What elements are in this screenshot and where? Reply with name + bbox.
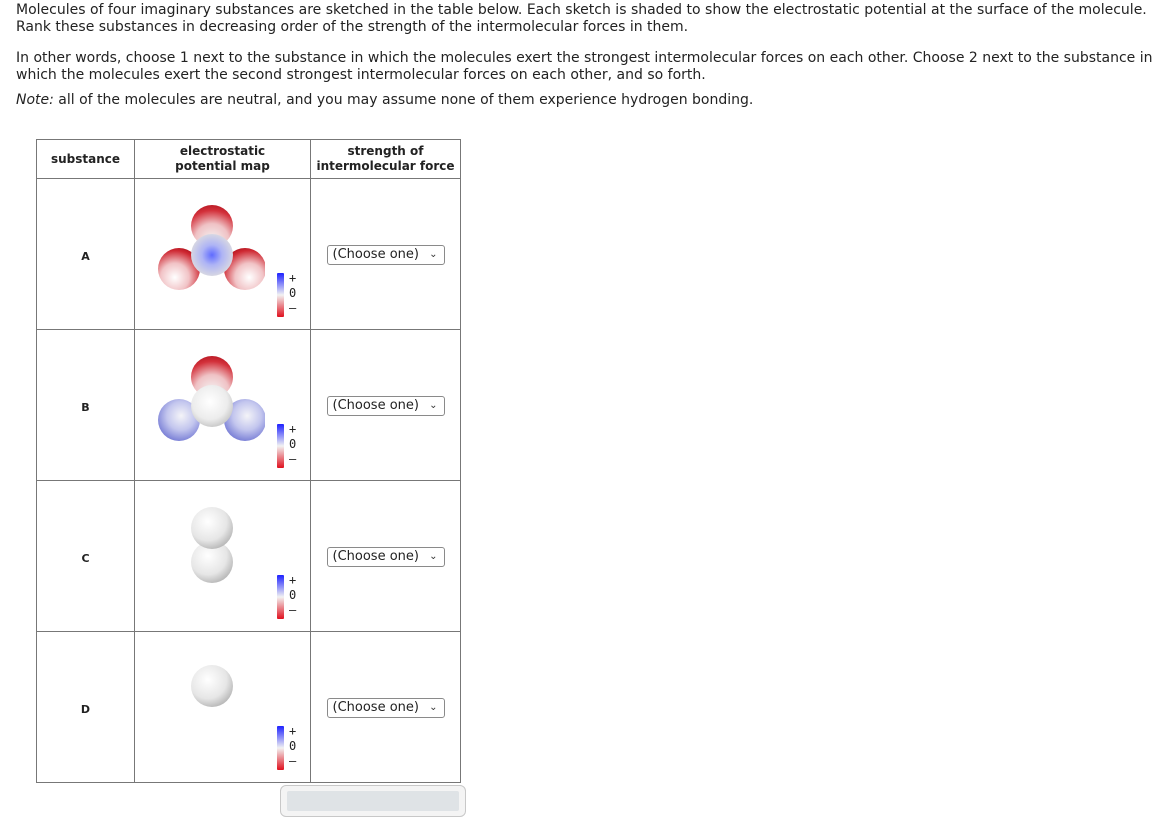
map-cell (135, 481, 311, 632)
substance-letter: A (81, 249, 90, 263)
scale-minus: – (289, 452, 297, 466)
scale-minus: – (289, 754, 297, 768)
chevron-down-icon: ⌄ (429, 551, 438, 562)
table-header-row (37, 140, 461, 179)
note-label: Note: (16, 92, 54, 108)
map-cell (135, 632, 311, 783)
substance-cell (37, 179, 135, 330)
header-strength (311, 140, 461, 179)
header-substance (37, 140, 135, 179)
scale-zero: 0 (289, 588, 297, 602)
note-text: all of the molecules are neutral, and you may assume none of them experience hydrogen bonding. (53, 92, 754, 108)
potential-scale (277, 725, 307, 775)
scale-zero: 0 (289, 739, 297, 753)
substance-letter: C (81, 551, 90, 565)
molecule-a-image (155, 205, 265, 290)
potential-scale (277, 574, 307, 624)
strength-cell (311, 481, 461, 632)
scale-plus: + (289, 724, 297, 738)
table-row (37, 481, 461, 632)
bottom-panel-button[interactable] (280, 785, 466, 817)
note (16, 92, 1156, 109)
header-map (135, 140, 311, 179)
header-strength-line-1: strength of (347, 144, 424, 158)
substance-cell (37, 632, 135, 783)
table-row (37, 632, 461, 783)
substances-table (36, 139, 461, 783)
header-map-line-2: potential map (175, 159, 270, 173)
molecule-b-image (155, 356, 265, 441)
substance-cell (37, 330, 135, 481)
select-value: (Choose one) (332, 700, 419, 715)
chevron-down-icon: ⌄ (429, 400, 438, 411)
select-value: (Choose one) (332, 398, 419, 413)
substance-letter: B (81, 400, 90, 414)
rank-select-a[interactable] (327, 245, 445, 265)
substance-cell (37, 481, 135, 632)
molecule-c-image (155, 507, 265, 592)
bottom-panel-bar (287, 791, 459, 811)
scale-plus: + (289, 573, 297, 587)
scale-zero: 0 (289, 286, 297, 300)
potential-scale (277, 423, 307, 473)
rank-select-b[interactable] (327, 396, 445, 416)
chevron-down-icon: ⌄ (429, 702, 438, 713)
instructions-line-2: Rank these substances in decreasing order of the strength of the intermolecular forces in them. (16, 19, 689, 35)
strength-cell (311, 632, 461, 783)
select-value: (Choose one) (332, 247, 419, 262)
scale-plus: + (289, 422, 297, 436)
substance-letter: D (80, 702, 91, 716)
header-map-line-1: electrostatic (179, 144, 266, 158)
scale-zero: 0 (289, 437, 297, 451)
scale-minus: – (289, 301, 297, 315)
strength-cell (311, 330, 461, 481)
instructions (16, 0, 1156, 109)
scale-minus: – (289, 603, 297, 617)
potential-scale (277, 272, 307, 322)
rank-select-d[interactable] (327, 698, 445, 718)
header-strength-line-2: intermolecular force (316, 159, 455, 173)
instructions-paragraph-2: In other words, choose 1 next to the substance in which the molecules exert the strongest intermolecular forces on each other. Choose 2 next to the substance in which the molecules exert the second strongest intermolecular forces on each other, and so forth. (16, 50, 1153, 83)
rank-select-c[interactable] (327, 547, 445, 567)
map-cell (135, 330, 311, 481)
table-row (37, 179, 461, 330)
strength-cell (311, 179, 461, 330)
instructions-paragraph-1 (16, 0, 1156, 36)
table-row (37, 330, 461, 481)
scale-plus: + (289, 271, 297, 285)
select-value: (Choose one) (332, 549, 419, 564)
map-cell (135, 179, 311, 330)
molecule-d-image (155, 658, 265, 743)
instructions-line-1: Molecules of four imaginary substances are sketched in the table below. Each sketch is shaded to show the electrostatic potential at the surface of the molecule. (16, 2, 1147, 18)
header-substance-label: substance (50, 151, 121, 166)
chevron-down-icon: ⌄ (429, 249, 438, 260)
